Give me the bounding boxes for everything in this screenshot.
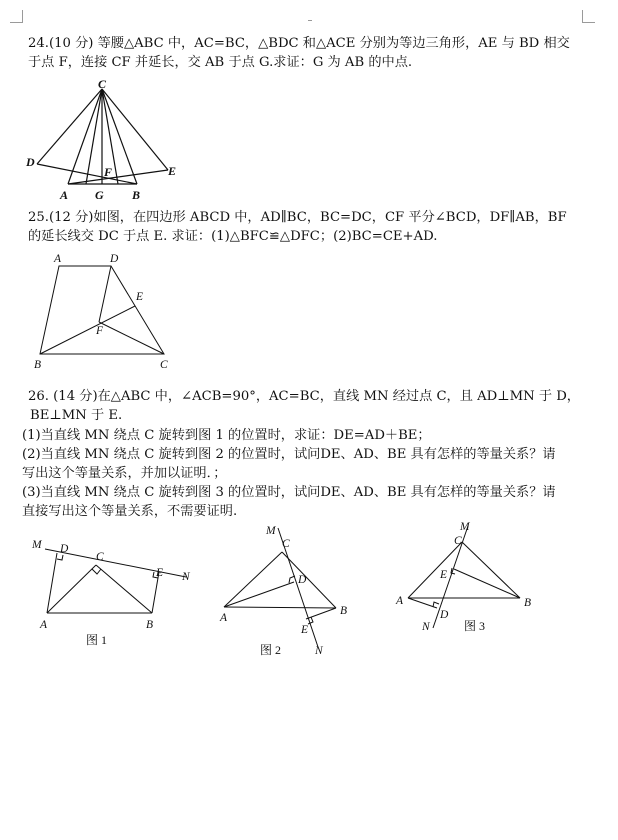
q25-text-line1: 25.(12 分)如图，在四边形 ABCD 中，AD∥BC，BC=DC，CF 平分∠BCD，DF∥AB，BF	[28, 210, 567, 225]
fig3-label-b: B	[524, 597, 532, 609]
q25-label-a: A	[54, 253, 62, 265]
q25-text-line2: 的延长线交 DC 于点 E. 求证：(1)△BFC≌△DFC；(2)BC=CE+AD.	[28, 229, 438, 244]
q24-label-d: D	[26, 155, 35, 169]
fig2-label-e: E	[301, 624, 309, 636]
q26-text-line5: 写出这个等量关系，并加以证明．；	[22, 466, 227, 481]
q24-label-g: G	[95, 188, 104, 202]
fig2-label-a: A	[220, 612, 228, 624]
fig1-label-m: M	[32, 539, 42, 551]
q25-label-d: D	[110, 253, 119, 265]
fig1-label-a: A	[40, 619, 48, 631]
q26-text-line7: 直接写出这个等量关系，不需要证明.	[22, 504, 238, 519]
page-corner-mark	[582, 10, 595, 23]
fig1-label-n: N	[182, 571, 190, 583]
fig3-caption: 图 3	[464, 619, 486, 633]
q24-label-a: A	[60, 188, 69, 202]
fig3-label-e: E	[440, 569, 448, 581]
fig1-label-c: C	[96, 551, 104, 563]
q26-text-line1: 26. (14 分)在△ABC 中，∠ACB=90°，AC=BC，直线 MN 经过点 C，且 AD⊥MN 于 D，	[28, 389, 580, 404]
q24-label-b: B	[132, 188, 141, 202]
fig3-label-a: A	[396, 595, 404, 607]
fig1-label-e: E	[156, 567, 164, 579]
q25-label-c: C	[160, 359, 168, 371]
fig1-caption: 图 1	[86, 633, 108, 647]
q24-text-line2: 于点 F，连接 CF 并延长，交 AB 于点 G.求证：G 为 AB 的中点.	[28, 55, 413, 70]
fig3-label-c: C	[454, 535, 462, 547]
figure-3	[394, 516, 554, 641]
q24-label-e: E	[168, 164, 177, 178]
fig2-label-m: M	[266, 525, 276, 537]
fig3-label-d: D	[440, 609, 449, 621]
figure-2	[214, 520, 364, 660]
fig1-label-b: B	[146, 619, 154, 631]
q24-text-line1: 24.(10 分) 等腰△ABC 中，AC=BC，△BDC 和△ACE 分别为等边三角形，AE 与 BD 相交	[28, 36, 570, 51]
header-mark	[308, 20, 312, 21]
q24-figure	[20, 78, 190, 208]
q26-text-line3: (1)当直线 MN 绕点 C 旋转到图 1 的位置时，求证：DE=AD＋BE；	[22, 428, 431, 443]
fig2-caption: 图 2	[260, 643, 282, 657]
q25-label-b: B	[34, 359, 42, 371]
q24-label-c: C	[98, 77, 107, 91]
q25-label-e: E	[136, 291, 144, 303]
fig2-label-c: C	[282, 538, 290, 550]
fig2-label-d: D	[298, 574, 307, 586]
fig3-label-n: N	[422, 621, 430, 633]
q26-text-line4: (2)当直线 MN 绕点 C 旋转到图 2 的位置时，试问DE、AD、BE 具有怎样的等量关系？请	[22, 447, 556, 462]
fig3-label-m: M	[460, 521, 470, 533]
q25-label-f: F	[96, 325, 104, 337]
q26-text-line2: BE⊥MN 于 E.	[30, 408, 123, 423]
q26-text-line6: (3)当直线 MN 绕点 C 旋转到图 3 的位置时，试问DE、AD、BE 具有怎样的等量关系？请	[22, 485, 556, 500]
figure-1	[30, 532, 200, 657]
fig2-label-b: B	[340, 605, 348, 617]
fig1-label-d: D	[60, 543, 69, 555]
q25-figure	[26, 250, 186, 375]
fig2-label-n: N	[315, 645, 323, 657]
q24-label-f: F	[104, 165, 113, 179]
page-corner-mark	[10, 10, 23, 23]
